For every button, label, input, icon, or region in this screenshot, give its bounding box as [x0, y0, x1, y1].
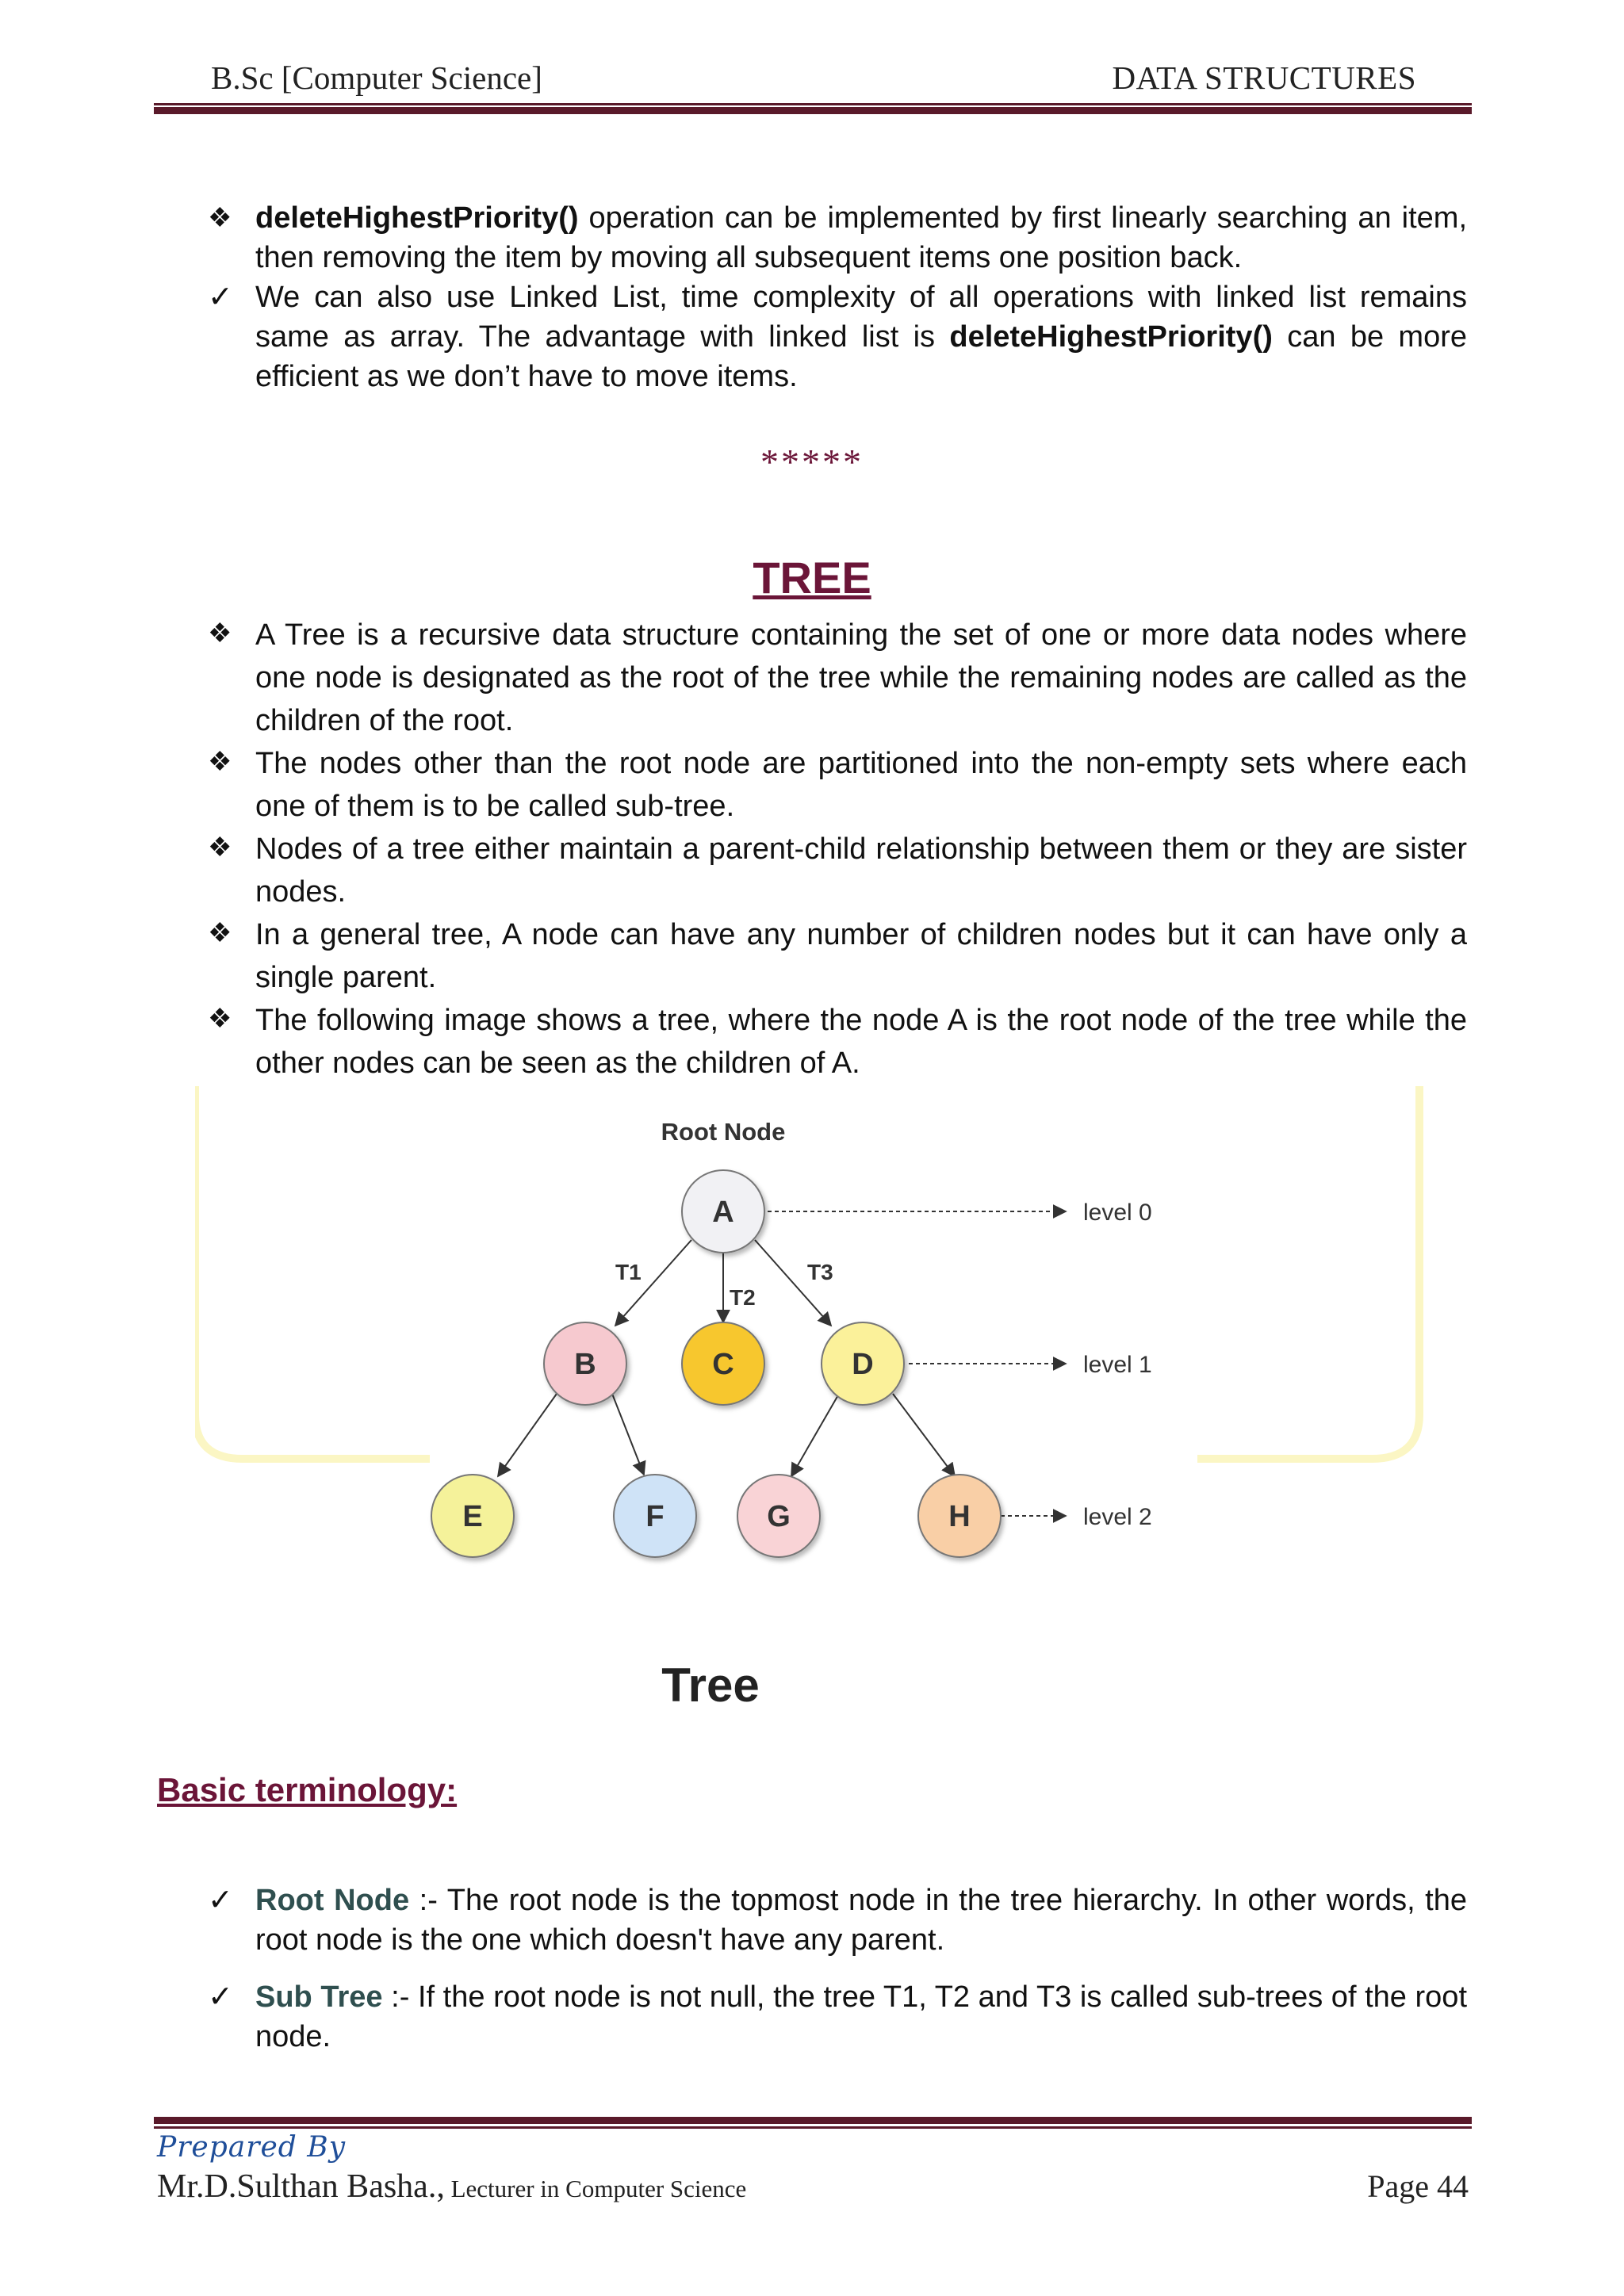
bullet-5: The following image shows a tree, where the node A is the root node of the tree while the other nodes can be seen as the children of A. [255, 1004, 1467, 1080]
separator: ***** [760, 442, 864, 482]
node-label-d: D [852, 1348, 874, 1381]
level-0-label: level 0 [1083, 1200, 1152, 1226]
footer-rule-thick [154, 2117, 1472, 2124]
bullet-marker-2: ❖ [208, 747, 232, 777]
term-check-2: ✓ [208, 1980, 233, 2014]
bullet-marker-5: ❖ [208, 1004, 232, 1034]
term-item-root-node: Root Node :- The root node is the topmost node in the tree hierarchy. In other words, the root node is the one which doesn't have any parent. [255, 1884, 1468, 1957]
node-label-c: C [712, 1348, 734, 1381]
bullet-4: In a general tree, A node can have any number of children nodes but it can have only a single parent. [255, 918, 1467, 994]
header-subject: DATA STRUCTURES [1112, 59, 1416, 96]
intro-check-2: ✓ [208, 281, 233, 314]
intro-marker-1: ❖ [208, 203, 232, 233]
term-name: Sub Tree [255, 1980, 383, 2014]
prepared-by: Prepared By [157, 2131, 347, 2164]
intro-item-2: We can also use Linked List, time complexity of all operations with linked list remains same as array. The advantage with linked list is deleteHighestPriority() can be more efficient as we don’t have to move items. [255, 281, 1467, 393]
page-title: TREE [753, 553, 871, 603]
inline-function: deleteHighestPriority() [949, 320, 1273, 354]
header-course: B.Sc [Computer Science] [211, 59, 542, 96]
page-number: Page 44 [1367, 2168, 1469, 2204]
bullet-3: Nodes of a tree either maintain a parent-child relationship between them or they are sister nodes. [255, 832, 1467, 909]
header-rule-thin [154, 103, 1472, 105]
figure-caption: Tree [661, 1659, 760, 1712]
intro-item-1: deleteHighestPriority() operation can be implemented by first linearly searching an item, then removing the item by moving all subsequent items one position back. [255, 201, 1467, 274]
author-role: Lecturer in Computer Science [444, 2175, 747, 2202]
node-label-f: F [645, 1500, 665, 1533]
bullet-marker-3: ❖ [208, 832, 232, 863]
term-check-1: ✓ [208, 1884, 233, 1917]
header-rule-thick [154, 107, 1472, 114]
inline-function: deleteHighestPriority() [255, 201, 579, 235]
node-label-h: H [948, 1500, 971, 1533]
subtree-label-t1: T1 [615, 1260, 642, 1284]
bullet-2: The nodes other than the root node are partitioned into the non-empty sets where each one of them is to be called sub-tree. [255, 747, 1467, 823]
bullet-marker-4: ❖ [208, 918, 232, 948]
term-item-sub-tree: Sub Tree :- If the root node is not null, the tree T1, T2 and T3 is called sub-trees of the root node. [255, 1980, 1467, 2053]
author: Mr.D.Sulthan Basha., Lecturer in Computer Science [157, 2168, 747, 2205]
node-label-g: G [767, 1500, 791, 1533]
root-node-label: Root Node [661, 1118, 786, 1146]
footer-rule-thin [154, 2126, 1472, 2129]
bullet-1: A Tree is a recursive data structure containing the set of one or more data nodes where one node is designated as the root of the tree while the remaining nodes are called as the children of the root. [255, 618, 1467, 737]
node-label-a: A [712, 1196, 734, 1229]
subtree-label-t3: T3 [807, 1260, 833, 1284]
node-label-b: B [574, 1348, 596, 1381]
term-name: Root Node [255, 1884, 410, 1917]
level-2-label: level 2 [1083, 1504, 1152, 1530]
node-label-e: E [462, 1500, 483, 1533]
subtree-label-t2: T2 [730, 1285, 756, 1310]
bullet-marker-1: ❖ [208, 618, 232, 649]
level-1-label: level 1 [1083, 1352, 1152, 1378]
tree-diagram [195, 1081, 1426, 1725]
section-heading: Basic terminology: [157, 1771, 458, 1808]
